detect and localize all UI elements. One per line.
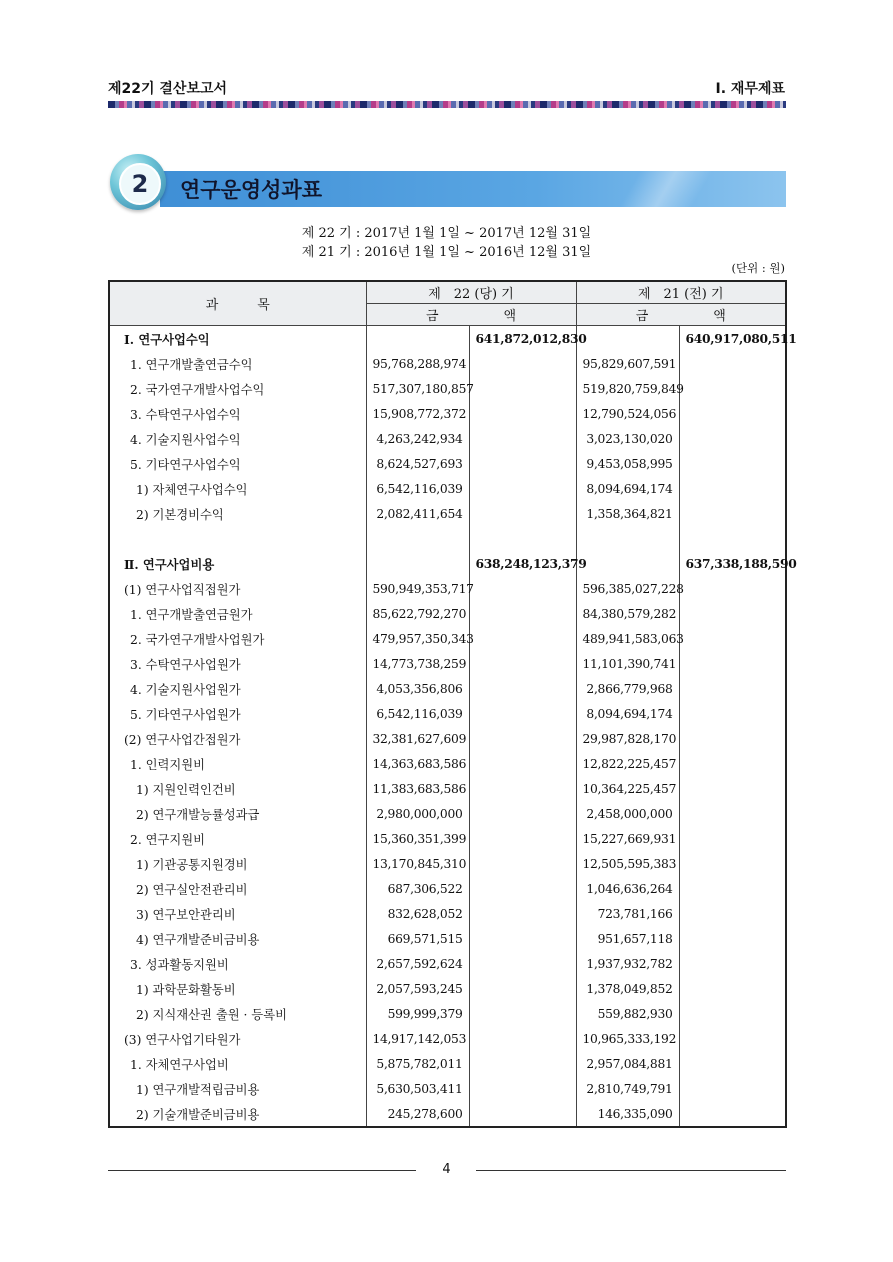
row-amount-previous-total [679, 1051, 786, 1076]
row-label: 2) 연구개발능률성과급 [109, 801, 366, 826]
row-amount-current-detail: 14,363,683,586 [366, 751, 469, 776]
row-amount-previous-detail: 3,023,130,020 [576, 426, 679, 451]
row-amount-previous-detail: 12,505,595,383 [576, 851, 679, 876]
row-amount-current-detail: 6,542,116,039 [366, 476, 469, 501]
row-amount-current-total [469, 1076, 576, 1101]
row-amount-current-total [469, 351, 576, 376]
row-amount-previous-detail: 2,957,084,881 [576, 1051, 679, 1076]
row-label: 1) 기관공통지원경비 [109, 851, 366, 876]
row-amount-previous-detail: 8,094,694,174 [576, 476, 679, 501]
row-amount-current-detail: 832,628,052 [366, 901, 469, 926]
header-amount-previous: 금 액 [576, 304, 786, 326]
row-amount-previous-total [679, 701, 786, 726]
row-amount-current-detail [366, 551, 469, 576]
row-amount-previous-detail: 596,385,027,228 [576, 576, 679, 601]
row-amount-previous-detail: 1,937,932,782 [576, 951, 679, 976]
row-amount-current-total [469, 851, 576, 876]
table-row [109, 401, 786, 426]
page-number: 4 [442, 1162, 451, 1177]
row-amount-current-total [469, 676, 576, 701]
row-amount-current-total [469, 776, 576, 801]
row-amount-previous-total: 637,338,188,590 [679, 551, 786, 576]
table-row [109, 501, 786, 526]
row-amount-previous-total [679, 1001, 786, 1026]
row-amount-current-detail: 8,624,527,693 [366, 451, 469, 476]
row-amount-previous-detail: 12,822,225,457 [576, 751, 679, 776]
table-row [109, 426, 786, 451]
row-amount-previous-detail: 95,829,607,591 [576, 351, 679, 376]
row-amount-previous-detail: 10,364,225,457 [576, 776, 679, 801]
row-amount-current-total [469, 576, 576, 601]
table-row [109, 476, 786, 501]
row-label: 2) 연구실안전관리비 [109, 876, 366, 901]
row-amount-current-detail: 6,542,116,039 [366, 701, 469, 726]
row-amount-current-detail: 32,381,627,609 [366, 726, 469, 751]
table-row [109, 801, 786, 826]
row-amount-previous-total [679, 526, 786, 551]
row-amount-previous-detail: 12,790,524,056 [576, 401, 679, 426]
header-decorative-bar [108, 101, 786, 108]
table-row [109, 726, 786, 751]
unit-label: (단위 : 원) [731, 261, 785, 275]
table-row [109, 951, 786, 976]
row-amount-current-total: 638,248,123,379 [469, 551, 576, 576]
row-amount-current-detail: 5,875,782,011 [366, 1051, 469, 1076]
row-amount-previous-detail: 519,820,759,849 [576, 376, 679, 401]
row-amount-current-total: 641,872,012,830 [469, 326, 576, 352]
header-current-period: 제 22 (당) 기 [366, 281, 576, 304]
row-amount-current-detail: 15,908,772,372 [366, 401, 469, 426]
row-amount-current-total [469, 501, 576, 526]
table-row [109, 576, 786, 601]
row-amount-current-detail: 687,306,522 [366, 876, 469, 901]
row-amount-current-detail: 14,773,738,259 [366, 651, 469, 676]
table-row [109, 651, 786, 676]
row-amount-previous-detail [576, 326, 679, 352]
row-label: (2) 연구사업간접원가 [109, 726, 366, 751]
row-amount-previous-total [679, 426, 786, 451]
row-label: 2. 연구지원비 [109, 826, 366, 851]
row-amount-current-total [469, 751, 576, 776]
row-amount-previous-total [679, 376, 786, 401]
row-amount-current-detail: 517,307,180,857 [366, 376, 469, 401]
row-amount-current-total [469, 626, 576, 651]
table-row [109, 926, 786, 951]
row-amount-previous-total [679, 726, 786, 751]
row-label: 3. 수탁연구사업원가 [109, 651, 366, 676]
row-label: 4. 기술지원사업원가 [109, 676, 366, 701]
row-amount-previous-total [679, 626, 786, 651]
table-row [109, 351, 786, 376]
table-row [109, 1001, 786, 1026]
table-row [109, 676, 786, 701]
row-amount-current-detail: 4,263,242,934 [366, 426, 469, 451]
row-amount-current-detail: 590,949,353,717 [366, 576, 469, 601]
row-amount-current-total [469, 876, 576, 901]
row-amount-current-total [469, 401, 576, 426]
row-amount-previous-detail: 29,987,828,170 [576, 726, 679, 751]
row-amount-previous-total [679, 401, 786, 426]
row-amount-current-total [469, 901, 576, 926]
row-amount-previous-detail: 489,941,583,063 [576, 626, 679, 651]
row-label: 1. 인력지원비 [109, 751, 366, 776]
row-amount-current-total [469, 1026, 576, 1051]
table-row [109, 901, 786, 926]
row-amount-current-detail: 5,630,503,411 [366, 1076, 469, 1101]
row-label [109, 526, 366, 551]
row-amount-previous-detail: 2,458,000,000 [576, 801, 679, 826]
table-row [109, 751, 786, 776]
table-row [109, 326, 786, 352]
section-number: 2 [119, 163, 161, 205]
row-amount-previous-total [679, 951, 786, 976]
row-amount-previous-detail: 9,453,058,995 [576, 451, 679, 476]
row-amount-current-detail: 85,622,792,270 [366, 601, 469, 626]
row-label: 1) 지원인력인건비 [109, 776, 366, 801]
row-label: Ⅰ. 연구사업수익 [109, 326, 366, 352]
row-label: 3) 연구보안관리비 [109, 901, 366, 926]
table-row [109, 551, 786, 576]
header-left-title: 제22기 결산보고서 [108, 81, 228, 97]
row-label: 5. 기타연구사업수익 [109, 451, 366, 476]
row-amount-current-detail: 479,957,350,343 [366, 626, 469, 651]
row-label: 1. 연구개발출연금원가 [109, 601, 366, 626]
row-amount-current-detail: 15,360,351,399 [366, 826, 469, 851]
row-amount-previous-detail [576, 526, 679, 551]
row-amount-previous-total [679, 901, 786, 926]
table-row [109, 826, 786, 851]
header-right-section: Ⅰ. 재무제표 [715, 81, 785, 97]
row-label: 2) 기술개발준비금비용 [109, 1101, 366, 1127]
row-amount-current-detail [366, 326, 469, 352]
section-title: 연구운영성과표 [180, 178, 323, 202]
table-body [109, 326, 797, 1128]
row-amount-previous-detail: 1,358,364,821 [576, 501, 679, 526]
row-amount-previous-detail: 1,378,049,852 [576, 976, 679, 1001]
row-amount-previous-total [679, 451, 786, 476]
row-amount-previous-total [679, 976, 786, 1001]
row-amount-previous-detail: 723,781,166 [576, 901, 679, 926]
table-row [109, 601, 786, 626]
row-amount-current-detail: 14,917,142,053 [366, 1026, 469, 1051]
row-amount-current-total [469, 1051, 576, 1076]
table-row [109, 851, 786, 876]
row-label: Ⅱ. 연구사업비용 [109, 551, 366, 576]
table-row [109, 876, 786, 901]
row-amount-previous-detail: 11,101,390,741 [576, 651, 679, 676]
row-amount-previous-total [679, 876, 786, 901]
row-amount-current-total [469, 476, 576, 501]
row-label: 1) 연구개발적립금비용 [109, 1076, 366, 1101]
row-amount-current-detail: 2,980,000,000 [366, 801, 469, 826]
table-row [109, 976, 786, 1001]
row-amount-previous-total [679, 501, 786, 526]
row-amount-current-total [469, 1101, 576, 1127]
row-amount-current-total [469, 651, 576, 676]
row-amount-current-detail: 2,082,411,654 [366, 501, 469, 526]
row-label: 4. 기술지원사업수익 [109, 426, 366, 451]
row-amount-previous-total [679, 801, 786, 826]
row-label: 1. 연구개발출연금수익 [109, 351, 366, 376]
row-amount-current-total [469, 1001, 576, 1026]
row-amount-previous-total [679, 751, 786, 776]
row-amount-previous-detail: 84,380,579,282 [576, 601, 679, 626]
row-label: 2. 국가연구개발사업원가 [109, 626, 366, 651]
row-amount-current-detail: 95,768,288,974 [366, 351, 469, 376]
row-amount-current-total [469, 976, 576, 1001]
row-amount-previous-total [679, 1076, 786, 1101]
row-amount-previous-total [679, 476, 786, 501]
row-amount-current-total [469, 951, 576, 976]
row-label: 4) 연구개발준비금비용 [109, 926, 366, 951]
table-row [109, 1051, 786, 1076]
row-label: 3. 성과활동지원비 [109, 951, 366, 976]
row-label: 1) 자체연구사업수익 [109, 476, 366, 501]
row-label: (1) 연구사업직접원가 [109, 576, 366, 601]
row-amount-previous-total [679, 676, 786, 701]
row-amount-previous-total [679, 1026, 786, 1051]
table-row [109, 1026, 786, 1051]
row-amount-previous-total [679, 1101, 786, 1127]
row-amount-current-detail: 13,170,845,310 [366, 851, 469, 876]
row-amount-previous-detail: 15,227,669,931 [576, 826, 679, 851]
row-amount-current-total [469, 451, 576, 476]
table-row [109, 451, 786, 476]
row-label: 2) 지식재산권 출원 · 등록비 [109, 1001, 366, 1026]
row-amount-current-detail [366, 526, 469, 551]
row-amount-previous-total [679, 851, 786, 876]
row-amount-previous-detail: 2,810,749,791 [576, 1076, 679, 1101]
row-label: 2) 기본경비수익 [109, 501, 366, 526]
row-amount-previous-detail: 951,657,118 [576, 926, 679, 951]
row-amount-current-detail: 11,383,683,586 [366, 776, 469, 801]
row-amount-previous-detail: 1,046,636,264 [576, 876, 679, 901]
row-amount-previous-total [679, 601, 786, 626]
row-amount-previous-detail: 559,882,930 [576, 1001, 679, 1026]
row-amount-current-total [469, 426, 576, 451]
row-label: 1) 과학문화활동비 [109, 976, 366, 1001]
row-amount-current-total [469, 376, 576, 401]
row-amount-current-detail: 245,278,600 [366, 1101, 469, 1127]
row-amount-current-total [469, 726, 576, 751]
row-amount-current-total [469, 701, 576, 726]
table-row [109, 1076, 786, 1101]
row-amount-previous-detail [576, 551, 679, 576]
table-row [109, 701, 786, 726]
row-amount-current-detail: 2,057,593,245 [366, 976, 469, 1001]
row-amount-previous-total [679, 576, 786, 601]
row-amount-current-detail: 2,657,592,624 [366, 951, 469, 976]
row-amount-current-detail: 669,571,515 [366, 926, 469, 951]
operating-results-table [108, 280, 797, 1128]
period-previous: 제 21 기 : 2016년 1월 1일 ~ 2016년 12월 31일 [301, 245, 592, 260]
row-amount-previous-total [679, 826, 786, 851]
row-amount-current-detail: 4,053,356,806 [366, 676, 469, 701]
row-amount-current-total [469, 801, 576, 826]
row-amount-previous-detail: 2,866,779,968 [576, 676, 679, 701]
header-item: 과 목 [109, 281, 366, 326]
table-row [109, 1101, 786, 1127]
row-amount-previous-total [679, 926, 786, 951]
row-amount-current-detail: 599,999,379 [366, 1001, 469, 1026]
row-amount-previous-detail: 146,335,090 [576, 1101, 679, 1127]
row-label: 3. 수탁연구사업수익 [109, 401, 366, 426]
row-amount-current-total [469, 926, 576, 951]
row-amount-previous-detail: 8,094,694,174 [576, 701, 679, 726]
row-label: (3) 연구사업기타원가 [109, 1026, 366, 1051]
table-row [109, 376, 786, 401]
row-label: 2. 국가연구개발사업수익 [109, 376, 366, 401]
row-label: 1. 자체연구사업비 [109, 1051, 366, 1076]
section-number-badge [110, 154, 166, 210]
row-amount-previous-total [679, 776, 786, 801]
row-amount-previous-total [679, 351, 786, 376]
table-row [109, 626, 786, 651]
row-amount-current-total [469, 826, 576, 851]
row-amount-previous-detail: 10,965,333,192 [576, 1026, 679, 1051]
row-amount-current-total [469, 526, 576, 551]
row-label: 5. 기타연구사업원가 [109, 701, 366, 726]
table-row [109, 776, 786, 801]
period-current: 제 22 기 : 2017년 1월 1일 ~ 2017년 12월 31일 [301, 226, 592, 241]
header-amount-current: 금 액 [366, 304, 576, 326]
row-amount-current-total [469, 601, 576, 626]
row-amount-previous-total: 640,917,080,511 [679, 326, 786, 352]
header-previous-period: 제 21 (전) 기 [576, 281, 786, 304]
table-row [109, 526, 786, 551]
row-amount-previous-total [679, 651, 786, 676]
